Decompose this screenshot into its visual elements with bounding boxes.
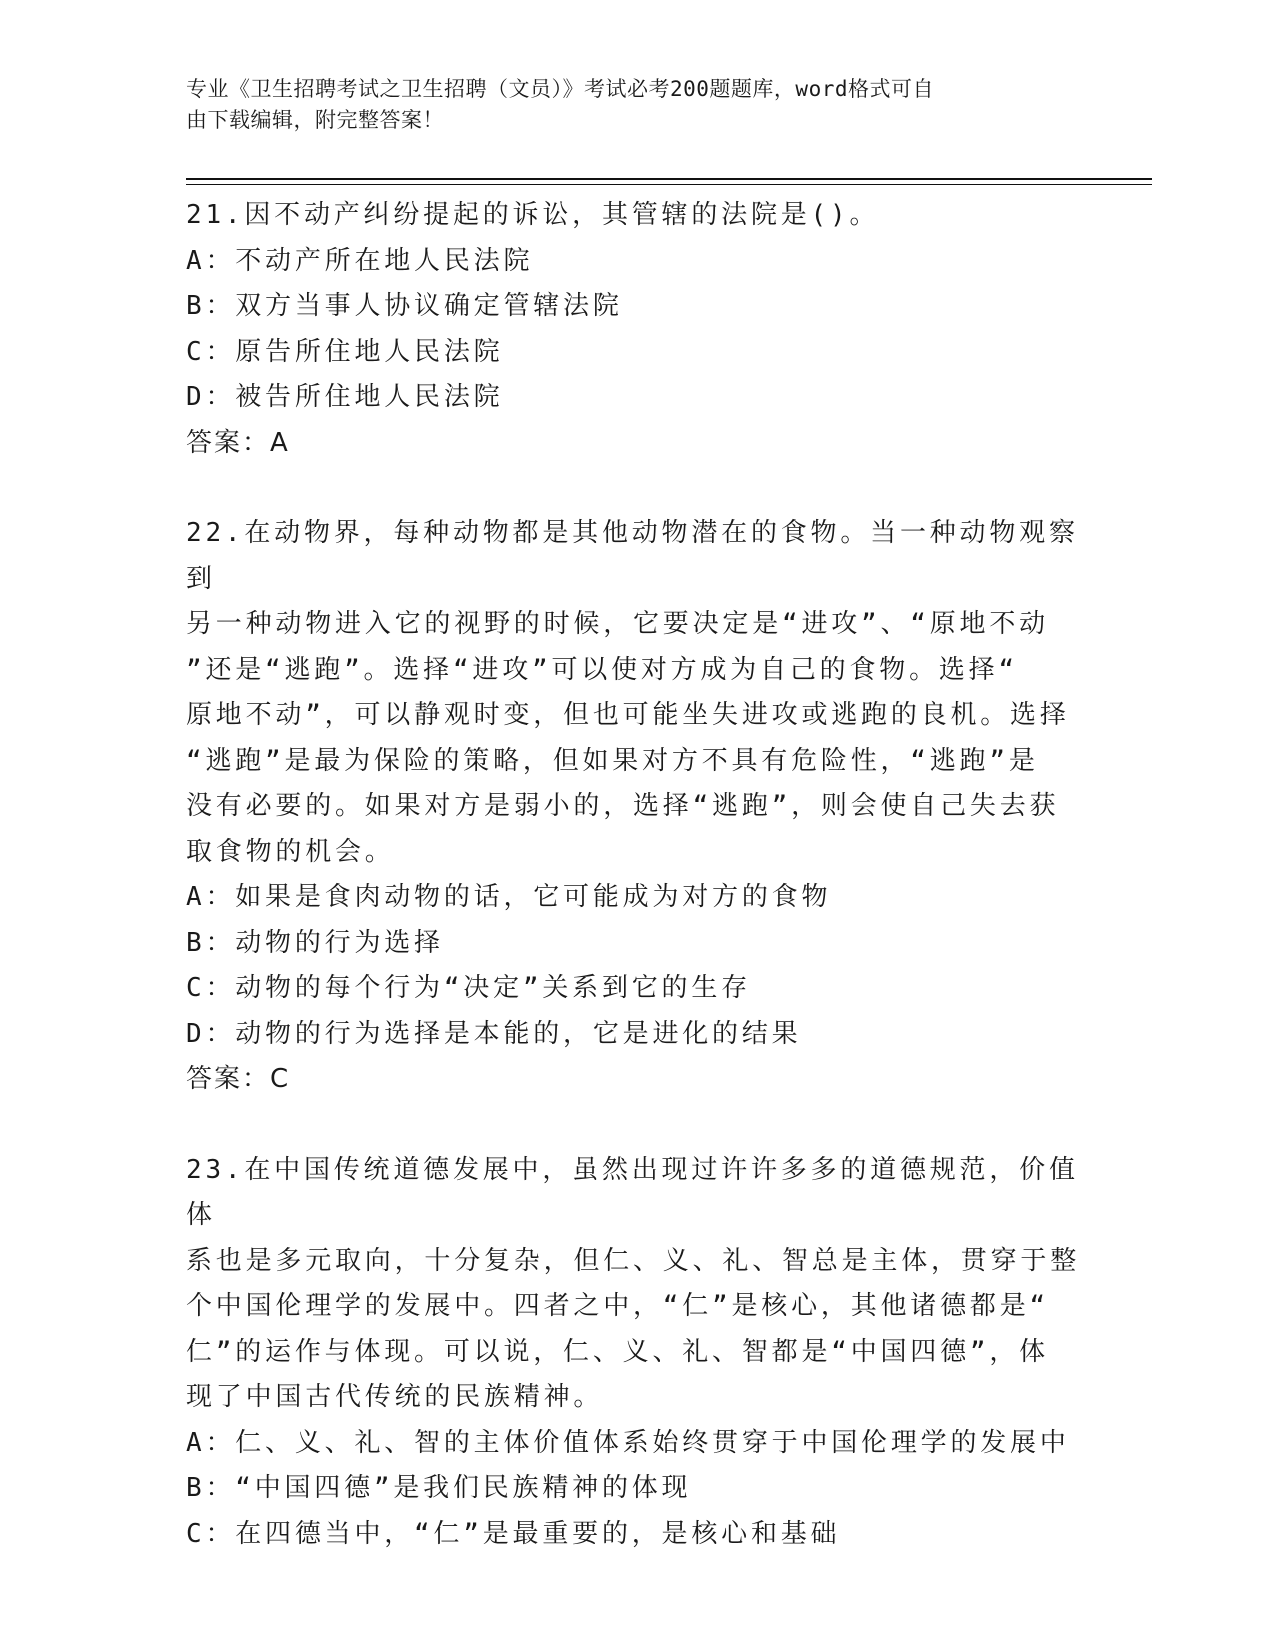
question-stem-line: 现了中国古代传统的民族精神。 xyxy=(186,1382,604,1412)
header-line-1: 专业《卫生招聘考试之卫生招聘（文员）》考试必考200题题库，word格式可自 xyxy=(186,77,934,101)
question-stem-line: 仁”的运作与体现。可以说，仁、义、礼、智都是“中国四德”，体 xyxy=(186,1336,1049,1367)
question-stem-line: 个中国伦理学的发展中。四者之中，“仁”是核心，其他诸德都是“ xyxy=(186,1291,1049,1321)
option-b: B：动物的行为选择 xyxy=(186,927,444,958)
answer: 答案：C xyxy=(186,1064,291,1094)
question-list xyxy=(186,193,1086,1602)
question-stem: 21.因不动产纠纷提起的诉讼，其管辖的法院是()。 xyxy=(186,200,880,230)
question-stem-line: 取食物的机会。 xyxy=(186,836,395,867)
question-stem-line: 没有必要的。如果对方是弱小的，选择“逃跑”，则会使自己失去获 xyxy=(186,791,1060,821)
question-stem-line: 23.在中国传统道德发展中，虽然出现过许许多多的道德规范，价值体 xyxy=(186,1154,1079,1230)
option-c: C：原告所住地人民法院 xyxy=(186,336,504,367)
question-stem-line: ”还是“逃跑”。选择“进攻”可以使对方成为自己的食物。选择“ xyxy=(186,654,1018,685)
question-stem-line: 22.在动物界，每种动物都是其他动物潜在的食物。当一种动物观察到 xyxy=(186,518,1079,594)
question-stem-line: 原地不动”，可以静观时变，但也可能坐失进攻或逃跑的良机。选择 xyxy=(186,700,1070,730)
option-c: C：在四德当中，“仁”是最重要的，是核心和基础 xyxy=(186,1518,841,1549)
option-d: D：动物的行为选择是本能的，它是进化的结果 xyxy=(186,1018,802,1049)
header-divider-thick xyxy=(186,178,1152,180)
header-line-2: 由下载编辑，附完整答案！ xyxy=(186,108,444,132)
answer: 答案：A xyxy=(186,427,290,458)
option-a: A：不动产所在地人民法院 xyxy=(186,245,534,276)
document-header xyxy=(186,74,1066,136)
question-stem-line: 系也是多元取向，十分复杂，但仁、义、礼、智总是主体，贯穿于整 xyxy=(186,1245,1081,1276)
option-b: B：“中国四德”是我们民族精神的体现 xyxy=(186,1473,692,1503)
question-21 xyxy=(186,193,1086,466)
option-c: C：动物的每个行为“决定”关系到它的生存 xyxy=(186,973,751,1003)
option-d: D：被告所住地人民法院 xyxy=(186,382,504,412)
question-stem-line: “逃跑”是最为保险的策略，但如果对方不具有危险性，“逃跑”是 xyxy=(186,745,1039,776)
question-22 xyxy=(186,511,1086,1103)
question-23 xyxy=(186,1148,1086,1558)
option-b: B：双方当事人协议确定管辖法院 xyxy=(186,291,623,321)
question-stem-line: 另一种动物进入它的视野的时候，它要决定是“进攻”、“原地不动 xyxy=(186,609,1049,639)
header-divider-thin xyxy=(186,184,1152,185)
option-a: A：仁、义、礼、智的主体价值体系始终贯穿于中国伦理学的发展中 xyxy=(186,1427,1070,1458)
option-a: A：如果是食肉动物的话，它可能成为对方的食物 xyxy=(186,882,832,912)
